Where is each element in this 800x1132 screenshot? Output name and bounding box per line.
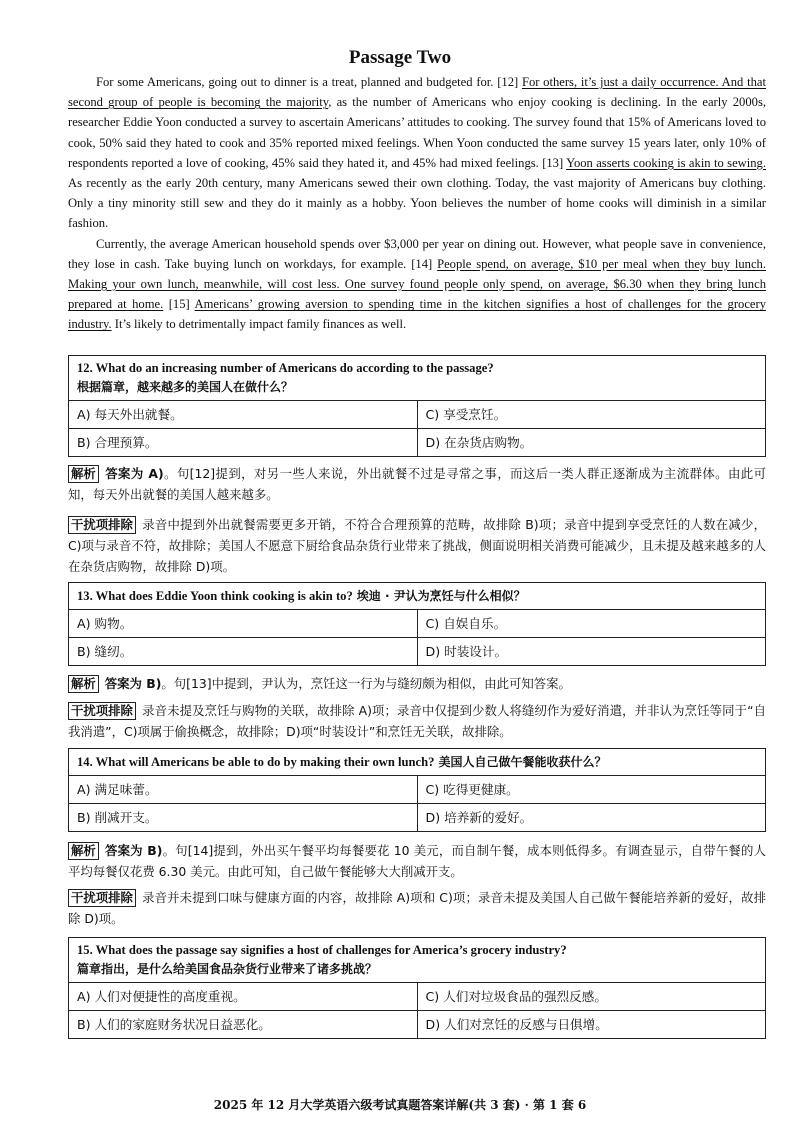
distractor-tag: 干扰项排除 xyxy=(68,889,136,907)
question-box-13 xyxy=(68,582,766,666)
question-text-zh: 美国人自己做午餐能收获什么？ xyxy=(438,755,607,769)
passage-paragraph-1 xyxy=(68,72,766,234)
option-b: B) 缝纫。 xyxy=(77,644,133,659)
distractor-tag: 干扰项排除 xyxy=(68,516,136,534)
answer-label: 答案为 A) xyxy=(104,466,164,481)
distractor-14 xyxy=(68,887,766,929)
question-text-en: 12. What do an increasing number of Americans do according to the passage? xyxy=(77,361,494,375)
question-box-12 xyxy=(68,355,766,457)
analysis-tag: 解析 xyxy=(68,465,99,483)
question-text-en: 14. What will Americans be able to do by making their own lunch? xyxy=(77,755,435,769)
analysis-12 xyxy=(68,463,766,505)
question-text-zh: 篇章指出，是什么给美国食品杂货行业带来了诸多挑战？ xyxy=(77,962,378,976)
question-header xyxy=(69,749,765,776)
option-d: D) 人们对烹饪的反感与日俱增。 xyxy=(417,1011,766,1038)
passage-segment: As recently as the early 20th century, many Americans sewed their own clothing. Today, the vast majority of Americans buy clothing. Only a tiny minority still sew and they do it mainly as a hobby. Yoon believes the number of home cooks will diminish in a similar fashion. xyxy=(68,176,766,231)
option-c: C) 自娱自乐。 xyxy=(417,610,766,637)
passage-underlined-segment: For others, it’s just a daily occurrence. And that second group of people is becoming the majority xyxy=(68,75,766,110)
page-footer: 2025 年 12 月大学英语六级考试真题答案详解(共 3 套) · 第 1 套 6 xyxy=(213,1098,587,1112)
passage-title: Passage Two xyxy=(348,47,452,68)
options-row xyxy=(69,803,765,831)
option-b: B) 合理预算。 xyxy=(77,435,158,450)
option-b: B) 削减开支。 xyxy=(77,810,158,825)
distractor-text: 录音未提及烹饪与购物的关联，故排除 A)项；录音中仅提到少数人将缝纫作为爱好消遣，并非认为烹饪等同于“自我消遣”，C)项属于偷换概念，故排除；D)项“时装设计”和烹饪无关联，故排除。 xyxy=(68,703,766,739)
options-row xyxy=(69,428,765,456)
passage-segment: [15] xyxy=(163,297,195,312)
option-a: A) 购物。 xyxy=(77,616,133,631)
question-header xyxy=(69,583,765,610)
options-row xyxy=(69,983,765,1010)
passage-segment: , as the number of Americans who enjoy cooking is declining. In the early 2000s, researcher Eddie Yoon conducted a survey to ascertain Americans’ attitudes to cooking. The survey found that 15% of Americans loved to cook, 50% said they hated to cook and 35% reported mixed feelings. When Yoon conducted the same survey 15 years later, only 10% of respondents reported a love of cooking, 45% said they hated it, and 45% had mixed feelings. [13] xyxy=(68,95,766,170)
analysis-text: 。句[13]中提到，尹认为，烹饪这一行为与缝纫颇为相似，由此可知答案。 xyxy=(161,676,571,691)
option-d: D) 在杂货店购物。 xyxy=(417,429,766,456)
option-d: D) 培养新的爱好。 xyxy=(417,804,766,831)
option-a: A) 每天外出就餐。 xyxy=(77,407,183,422)
options-row xyxy=(69,1010,765,1038)
option-d: D) 时装设计。 xyxy=(417,638,766,665)
analysis-14 xyxy=(68,840,766,882)
options-row xyxy=(69,637,765,665)
options-row xyxy=(69,610,765,637)
analysis-tag: 解析 xyxy=(68,675,99,693)
passage-underlined-segment: Yoon asserts cooking is akin to sewing. xyxy=(566,155,767,170)
option-c: C) 享受烹饪。 xyxy=(417,401,766,428)
question-text-zh: 埃迪 · 尹认为烹饪与什么相似？ xyxy=(356,589,526,603)
analysis-13 xyxy=(68,673,766,694)
passage-segment: For some Americans, going out to dinner is a treat, planned and budgeted for. [12] xyxy=(96,75,522,89)
option-c: C) 人们对垃圾食品的强烈反感。 xyxy=(417,983,766,1010)
question-box-15 xyxy=(68,937,766,1039)
passage-underlined-segment: Americans’ growing aversion to spending time in the kitchen signifies a host of challenges for the grocery industry. xyxy=(68,297,767,332)
analysis-text: 。句[12]提到，对另一些人来说，外出就餐不过是寻常之事，而这后一类人群正逐渐成为主流群体。由此可知，每天外出就餐的美国人越来越多。 xyxy=(68,466,766,502)
distractor-text: 录音并未提到口味与健康方面的内容，故排除 A)项和 C)项；录音未提及美国人自己做午餐能培养新的爱好，故排除 D)项。 xyxy=(68,890,766,926)
question-header xyxy=(69,938,765,983)
passage-segment: Currently, the average American household spends over $3,000 per year on dining out. However, what people save in convenience, they lose in cash. Take buying lunch on workdays, for example. [14] xyxy=(68,236,766,271)
distractor-text: 录音中提到外出就餐需要更多开销，不符合合理预算的范畴，故排除 B)项；录音中提到享受烹饪的人数在减少，C)项与录音不符，故排除；美国人不愿意下厨给食品杂货行业带来了挑战，侧面说明相关消费可能减少，且未提及越来越多的人在杂货店购物，故排除 D)项。 xyxy=(68,517,766,574)
question-text-en: 15. What does the passage say signifies a host of challenges for America’s grocery industry? xyxy=(77,943,567,957)
answer-label: 答案为 B) xyxy=(104,843,163,858)
question-text-en: 13. What does Eddie Yoon think cooking is akin to? xyxy=(77,589,353,603)
option-a: A) 人们对便捷性的高度重视。 xyxy=(77,989,246,1004)
distractor-tag: 干扰项排除 xyxy=(68,702,136,720)
analysis-tag: 解析 xyxy=(68,842,99,860)
options-row xyxy=(69,401,765,428)
options-row xyxy=(69,776,765,803)
question-text-zh: 根据篇章，越来越多的美国人在做什么？ xyxy=(77,380,294,394)
question-box-14 xyxy=(68,748,766,832)
question-header xyxy=(69,356,765,401)
distractor-12 xyxy=(68,514,766,577)
distractor-13 xyxy=(68,700,766,742)
analysis-text: 。句[14]提到，外出买午餐平均每餐要花 10 美元，而自制午餐，成本则低得多。有调查显示，自带午餐的人平均每餐仅花费 6.30 美元。由此可知，自己做午餐能够大大削减开支。 xyxy=(68,843,767,879)
passage-paragraph-2 xyxy=(68,234,766,335)
passage-text xyxy=(68,72,766,335)
passage-underlined-segment: People spend, on average, $10 per meal when they buy lunch. Making your own lunch, meanwhile, will cost less. One survey found people only spend, on average, $6.30 when they bring lunch prepared at home. xyxy=(68,256,767,312)
answer-label: 答案为 B) xyxy=(104,676,162,691)
option-b: B) 人们的家庭财务状况日益恶化。 xyxy=(77,1017,271,1032)
passage-segment: It’s likely to detrimentally impact family finances as well. xyxy=(111,317,407,332)
option-c: C) 吃得更健康。 xyxy=(417,776,766,803)
option-a: A) 满足味蕾。 xyxy=(77,782,158,797)
